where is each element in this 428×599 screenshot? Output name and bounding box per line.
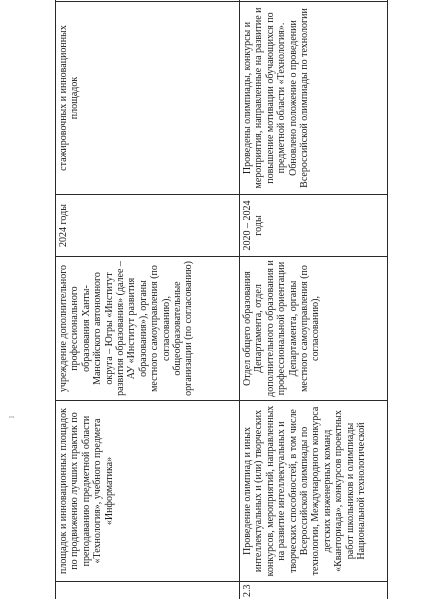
row2-result-cell: Проведены олимпиады, конкурсы и мероприятия, направленные на развитие и повышение мотивации обучающихся по предметной области «Технология». Обновлено положение о проведении Всероссийской олимпиады по технологии xyxy=(242,7,311,189)
row1-activity-cell: площадок и инновационных площадок по продвижению лучших практик по преподаванию предметной области «Технология», учебного предмета «Информатика» xyxy=(58,408,115,574)
row2-period-cell: 2020 – 2024 годы xyxy=(242,200,265,251)
table-border-bottom xyxy=(387,0,388,599)
row2-number-cell: 2.3 xyxy=(242,584,253,597)
row2-responsible-cell: Отдел общего образования Департамента, отдел дополнительного образования и профессиональной ориентации Департамента, органы местного самоуправления (по согласованию), xyxy=(242,260,322,397)
table-border-top xyxy=(55,0,56,599)
row1-responsible-cell: учреждение дополнительного профессионального образования Ханты-Мансийского автономного округа – Югры «Институт развития образования» (далее – АУ «Институт развития образования»), органы местного самоуправления (по согласованию), общеобразовательные организации (по согласованию) xyxy=(58,261,195,396)
row1-period-cell: 2024 годы xyxy=(58,204,69,247)
row1-result-cell: стажировочных и инновационных площадок xyxy=(58,25,81,171)
margin-mark: ı xyxy=(6,415,17,419)
row1-number-cell xyxy=(56,582,239,599)
row2-activity-cell: Проведение олимпиад и иных интеллектуальных и (или) творческих конкурсов, мероприятий, направленных на развитие интеллектуальных и творческих способностей, в том числе Всероссийской олимпиады по технологии, Международного конкурса детских инженерных команд «Кванториада», конкурсов проектных работ школьников и олимпиады Национальной технологической xyxy=(242,405,368,577)
row-divider xyxy=(239,0,240,599)
